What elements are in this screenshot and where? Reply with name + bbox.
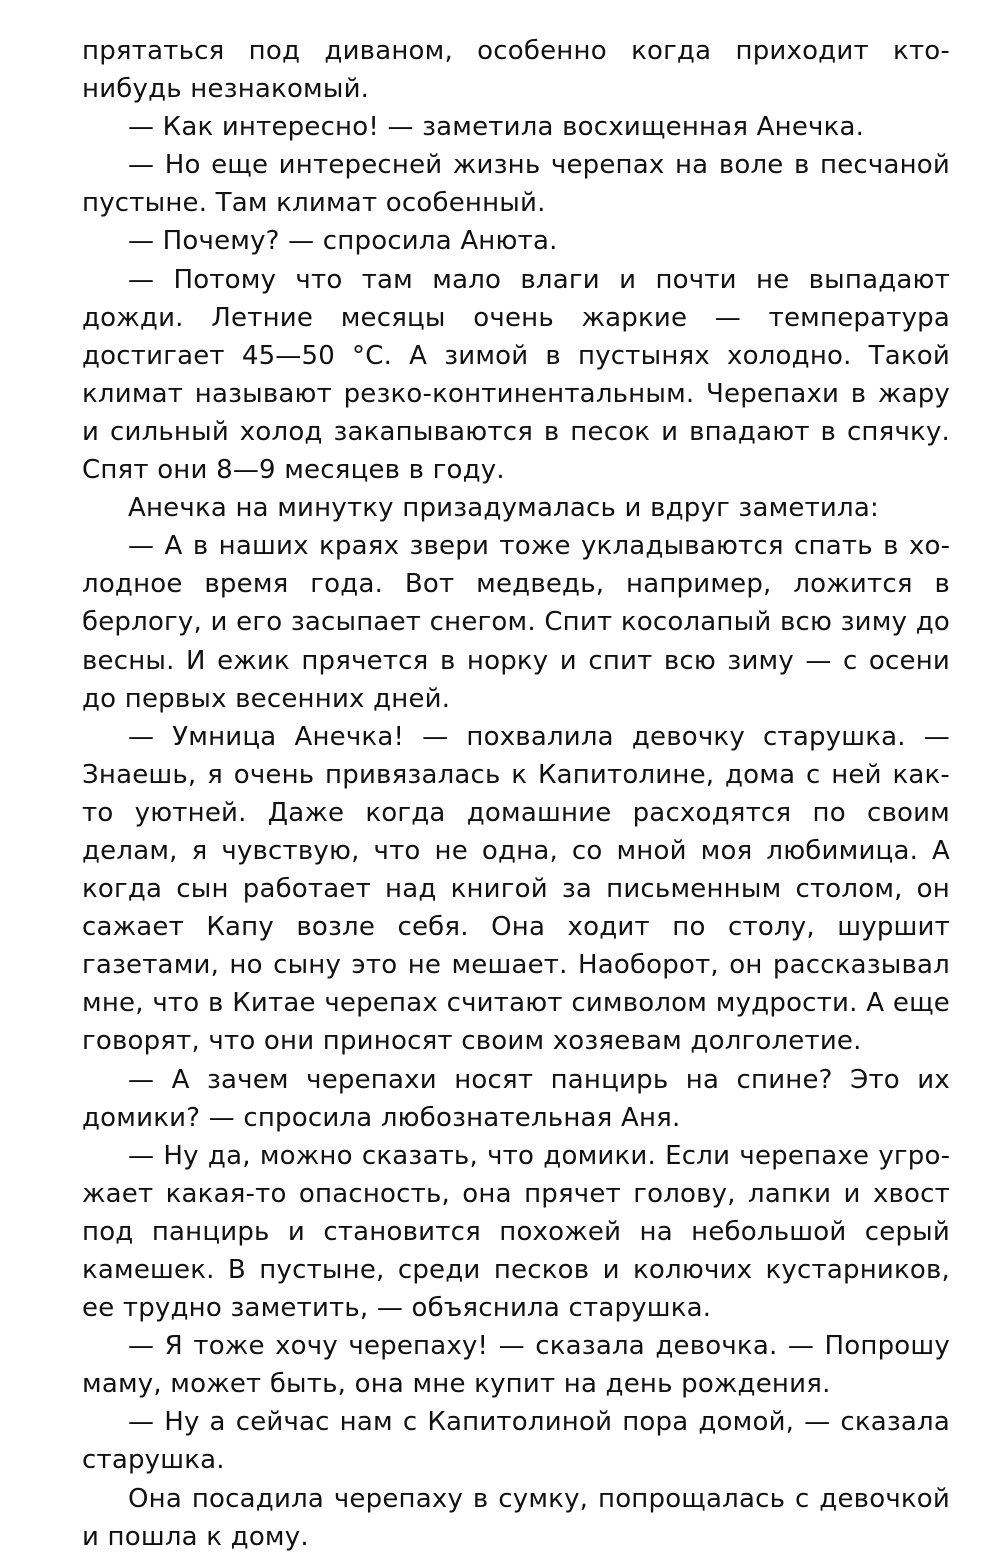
paragraph-narration: Анечка на минутку призадумалась и вдруг заметила:	[128, 493, 879, 524]
paragraph-dialogue: — А зачем черепахи носят панцирь на спине? Это их домики? — спросила любознательная Аня.	[82, 1064, 950, 1133]
paragraph-dialogue: — Я тоже хочу черепаху! — сказала девочка. — Попрошу маму, может быть, она мне купит на день рождения.	[82, 1331, 950, 1400]
paragraph-dialogue: — Умница Анечка! — похвалила девочку старушка. — Знаешь, я очень привязалась к Капитолине, дома с ней как-то уютней. Даже когда домашние расходятся по своим делам, я чувствую, что не одна, со мной моя любимица. А когда сын работает над книгой за письменным столом, он сажает Капу возле себя. Она ходит по столу, шуршит газетами, но сыну это не мешает. Наоборот, он рассказывал мне, что в Китае черепах считают символом мудрости. А еще говорят, что они приносят своим хозяевам долголетие.	[82, 721, 950, 1057]
paragraph-dialogue: — А в наших краях звери тоже укладываются спать в холодное время года. Вот медведь, например, ложится в берлогу, и его засыпает снегом. Спит косолапый всю зиму до весны. И ежик прячется в норку и спит всю зиму — с осени до первых весенних дней.	[82, 531, 950, 714]
paragraph-dialogue: — Почему? — спросила Анюта.	[128, 226, 558, 257]
paragraph-dialogue: — Ну а сейчас нам с Капитолиной пора домой, — сказала старушка.	[82, 1407, 950, 1476]
paragraph-dialogue: — Как интересно! — заметила восхищенная Анечка.	[128, 112, 865, 143]
paragraph-dialogue: — Но еще интересней жизнь черепах на воле в песчаной пустыне. Там климат особенный.	[82, 150, 950, 219]
page-text	[82, 32, 950, 1556]
paragraph-dialogue: — Потому что там мало влаги и почти не выпадают дожди. Летние месяцы очень жаркие — температура достигает 45—50 °С. А зимой в пустынях холодно. Такой климат называют резко-континентальным. Черепахи в жару и сильный холод закапываются в песок и впадают в спячку. Спят они 8—9 месяцев в году.	[82, 264, 950, 486]
paragraph-narration: Она посадила черепаху в сумку, попрощалась с девочкой и пошла к дому.	[82, 1483, 950, 1552]
paragraph-continuation: прятаться под диваном, особенно когда приходит кто-нибудь незнакомый.	[82, 36, 950, 105]
paragraph-dialogue: — Ну да, можно сказать, что домики. Если черепахе угрожает какая-то опасность, она прячет голову, лапки и хвост под панцирь и становится похожей на небольшой серый камешек. В пустыне, среди песков и колючих кустарников, ее трудно заметить, — объяснила старушка.	[82, 1140, 950, 1324]
